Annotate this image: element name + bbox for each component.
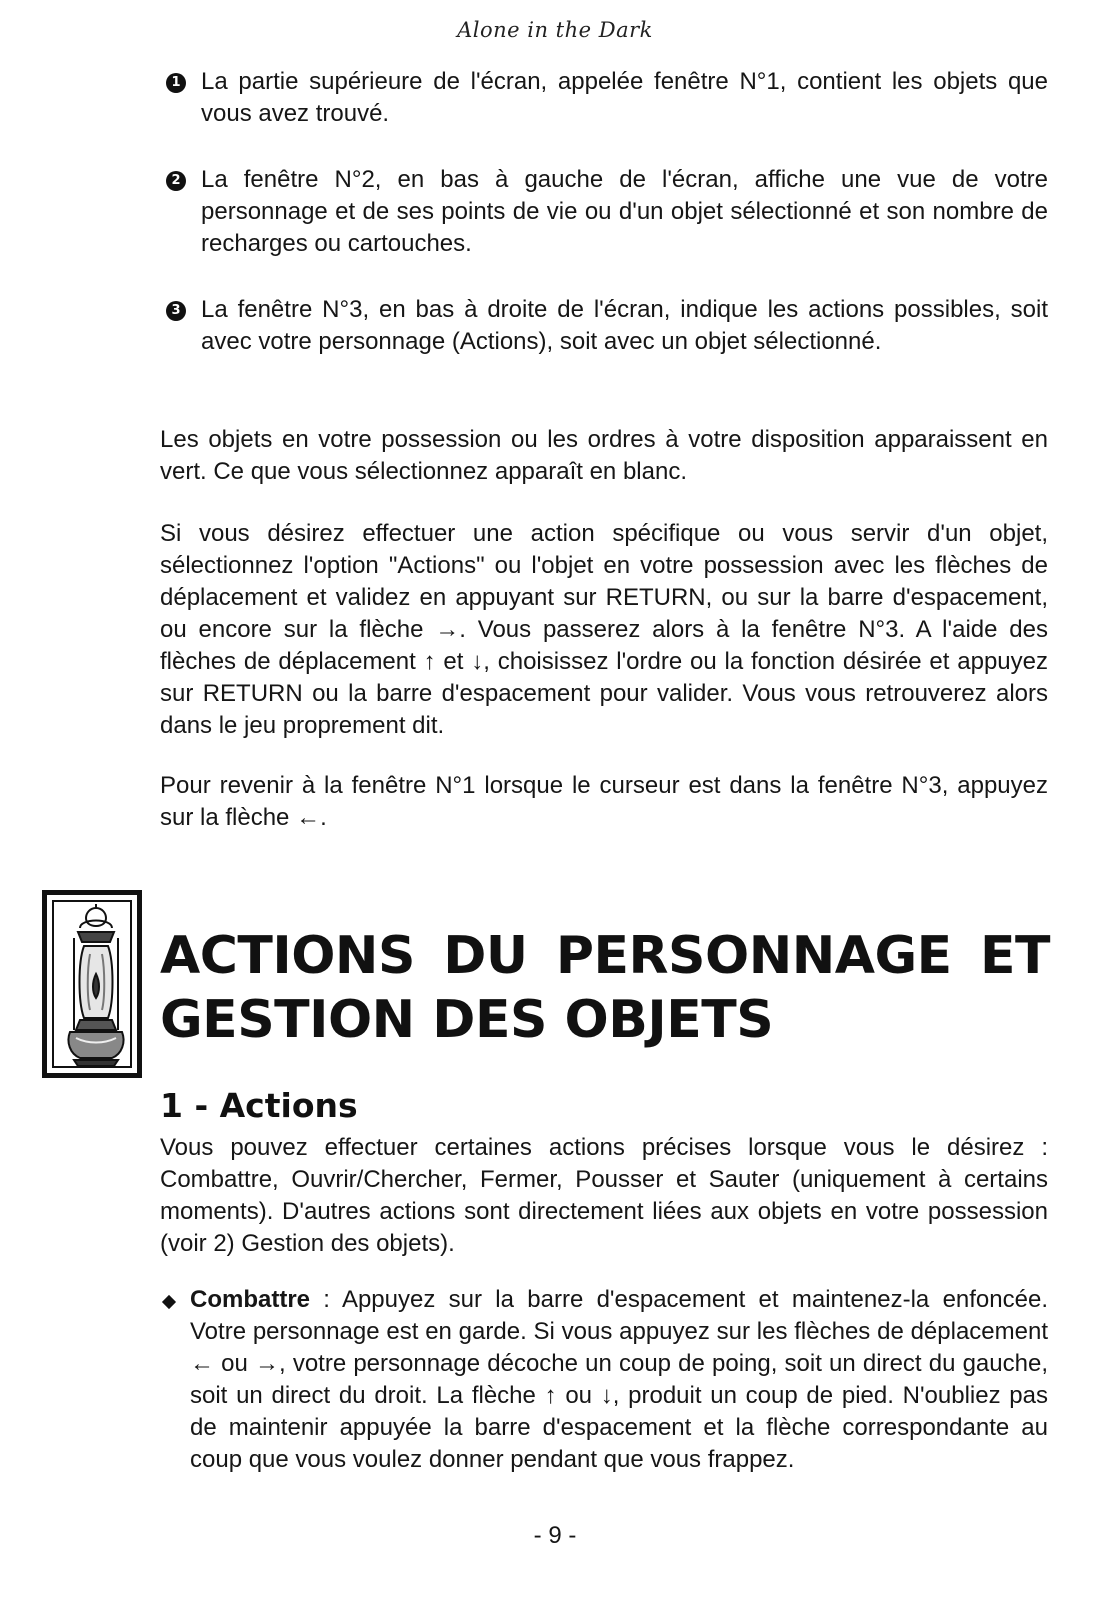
paragraph-return: Pour revenir à la fenêtre N°1 lorsque le curseur est dans la fenêtre N°3, appuyez sur la flèche ←. <box>160 772 1048 831</box>
number-badge: 2 <box>166 171 186 191</box>
bullet-description: : Appuyez sur la barre d'espacement et maintenez-la enfoncée. Votre personnage est en garde. Si vous appuyez sur les flèches de déplacement ← ou →, votre personnage décoche un coup de poing, soit un direct du gauche, soit un direct du droit. La flèche ↑ ou ↓, produit un coup de pied. N'oubliez pas de maintenir appuyée la barre d'espacement et la flèche correspondante au coup que vous voulez donner pendant que vous frappez. <box>190 1286 1048 1473</box>
diamond-bullet-icon <box>162 1295 176 1309</box>
subsection-heading: 1 - Actions <box>160 1086 358 1125</box>
number-badge: 3 <box>166 301 186 321</box>
numbered-item-text: La fenêtre N°2, en bas à gauche de l'écran, affiche une vue de votre personnage et de ses points de vie ou d'un objet sélectionné et son nombre de recharges ou cartouches. <box>201 166 1048 257</box>
running-head: Alone in the Dark <box>457 18 653 42</box>
page-number: - 9 - <box>533 1522 577 1549</box>
numbered-item-3 <box>166 294 1048 358</box>
section-title <box>160 924 1050 1052</box>
paragraph-actions-intro: Vous pouvez effectuer certaines actions précises lorsque vous le désirez : Combattre, Ouvrir/Chercher, Fermer, Pousser et Sauter (uniquement à certains moments). D'autres actions sont directement liées aux objets en votre possession (voir 2) Gestion des objets). <box>160 1134 1048 1257</box>
numbered-item-text: La partie supérieure de l'écran, appelée fenêtre N°1, contient les objets que vous avez trouvé. <box>201 68 1048 127</box>
section-title-line-1 <box>160 924 1050 988</box>
section-title-line-2: GESTION DES OBJETS <box>160 990 774 1050</box>
section-illustration-frame <box>42 890 142 1078</box>
numbered-item-2 <box>166 164 1048 260</box>
number-badge: 1 <box>166 73 186 93</box>
section-title-word: ACTIONS <box>160 926 415 986</box>
bullet-item-combattre <box>162 1284 1048 1476</box>
bullet-text <box>190 1284 1048 1476</box>
bullet-term: Combattre <box>190 1286 311 1313</box>
section-title-word: PERSONNAGE <box>555 926 952 986</box>
numbered-item-text: La fenêtre N°3, en bas à droite de l'écran, indique les actions possibles, soit avec votre personnage (Actions), soit avec un objet sélectionné. <box>201 296 1048 355</box>
lantern-icon <box>54 902 138 1070</box>
numbered-item-1 <box>166 66 1048 130</box>
section-title-word: DU <box>443 926 528 986</box>
paragraph-select: Si vous désirez effectuer une action spécifique ou vous servir d'un objet, sélectionnez l'option "Actions" ou l'objet en votre possession avec les flèches de déplacement et validez en appuyant sur RETURN, ou sur la barre d'espacement, ou encore sur la flèche →. Vous passerez alors à la fenêtre N°3. A l'aide des flèches de déplacement ↑ et ↓, choisissez l'ordre ou la fonction désirée et appuyez sur RETURN ou la barre d'espacement pour valider. Vous vous retrouverez alors dans le jeu proprement dit. <box>160 520 1048 739</box>
section-title-word: ET <box>979 926 1050 986</box>
paragraph-colors: Les objets en votre possession ou les ordres à votre disposition apparaissent en vert. Ce que vous sélectionnez apparaît en blanc. <box>160 426 1048 485</box>
